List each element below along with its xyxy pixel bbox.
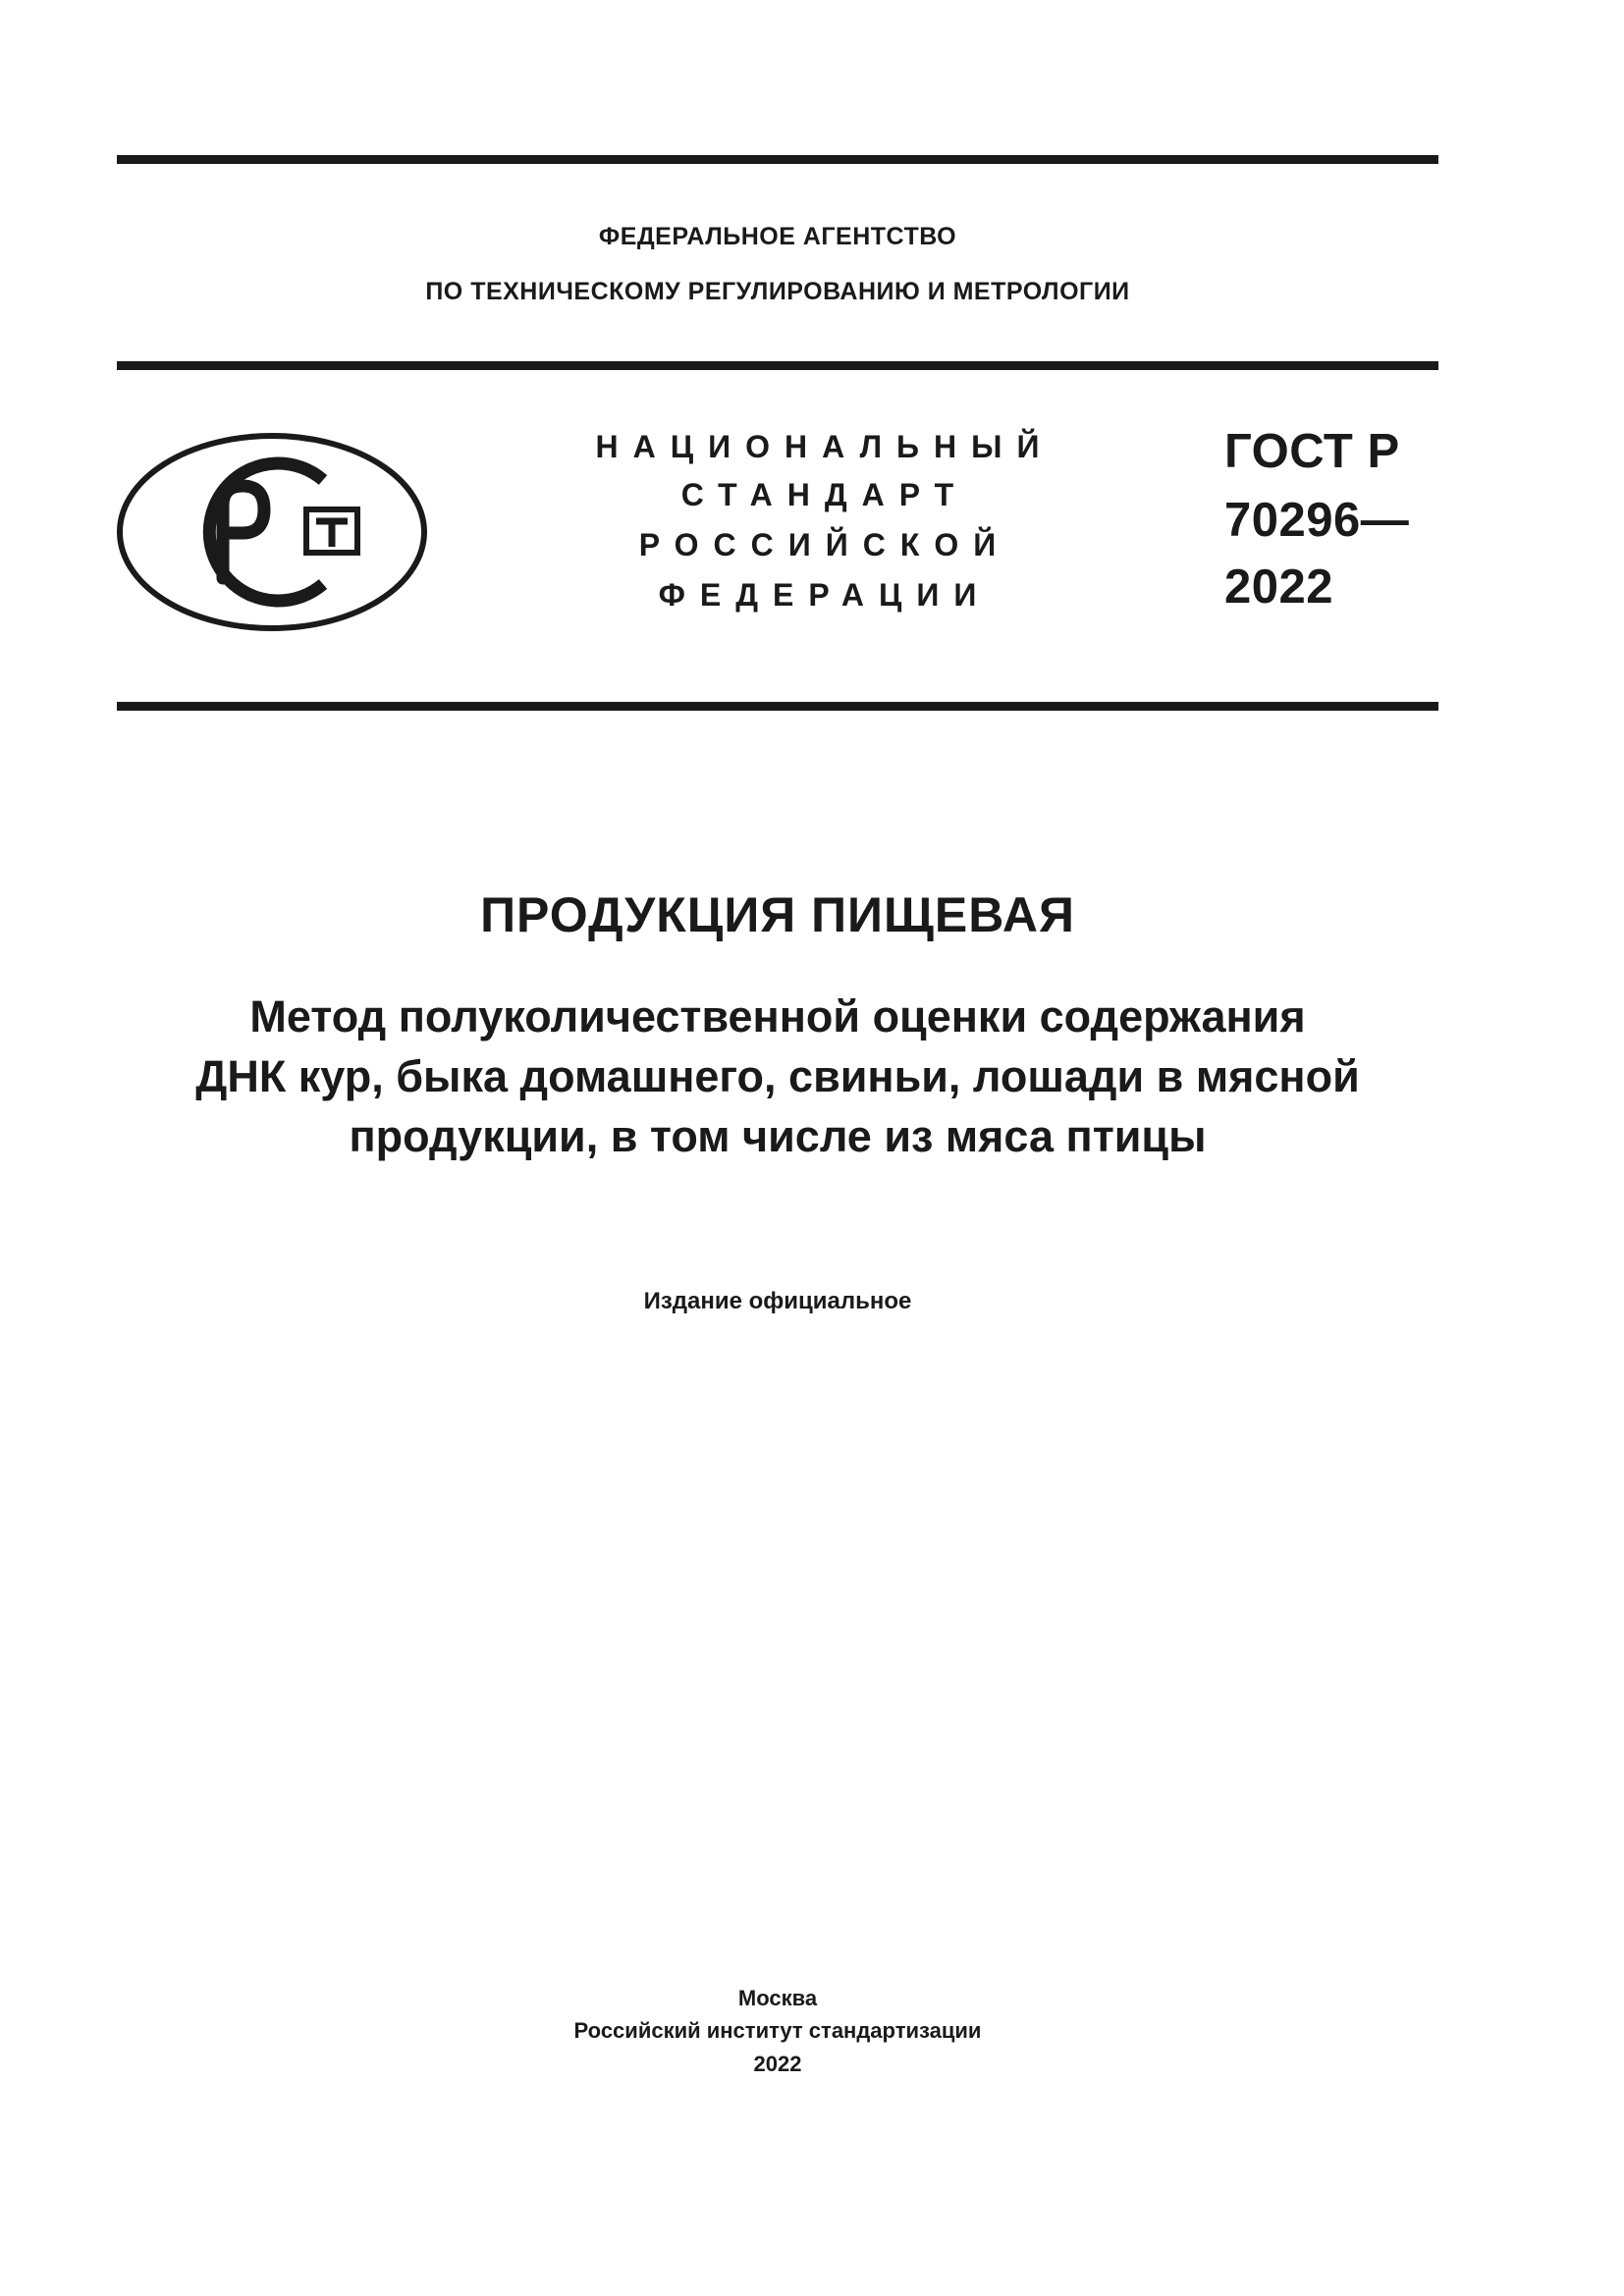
imprint-year: 2022 [753, 2052, 802, 2076]
document-subtitle-line-2: ДНК кур, быка домашнего, свиньи, лошади в мясной [195, 1051, 1360, 1101]
imprint-city: Москва [737, 1986, 818, 2010]
rst-certification-mark-icon [115, 429, 429, 635]
national-standard-line-3: РОССИЙСКОЙ [638, 527, 1011, 562]
standard-designation-year: 2022 [1224, 561, 1334, 614]
top-rule [117, 155, 1438, 164]
standard-designation-prefix: ГОСТ Р [1224, 425, 1400, 478]
imprint-publisher: Российский институт стандартизации [573, 2018, 982, 2043]
edition-label: Издание официальное [643, 1288, 912, 1314]
header-rule [117, 361, 1438, 370]
standard-designation-number: 70296— [1224, 494, 1410, 547]
national-standard-line-2: СТАНДАРТ [680, 477, 969, 512]
agency-name-line-1: ФЕДЕРАЛЬНОЕ АГЕНТСТВО [598, 223, 957, 250]
national-standard-line-1: НАЦИОНАЛЬНЫЙ [595, 429, 1055, 464]
document-title: ПРОДУКЦИЯ ПИЩЕВАЯ [480, 887, 1075, 942]
document-subtitle-line-1: Метод полуколичественной оценки содержания [249, 991, 1306, 1041]
document-subtitle-line-3: продукции, в том числе из мяса птицы [349, 1111, 1207, 1161]
national-standard-line-4: ФЕДЕРАЦИИ [658, 577, 992, 613]
agency-name-line-2: ПО ТЕХНИЧЕСКОМУ РЕГУЛИРОВАНИЮ И МЕТРОЛОГИИ [425, 278, 1130, 305]
bottom-rule [117, 702, 1438, 711]
